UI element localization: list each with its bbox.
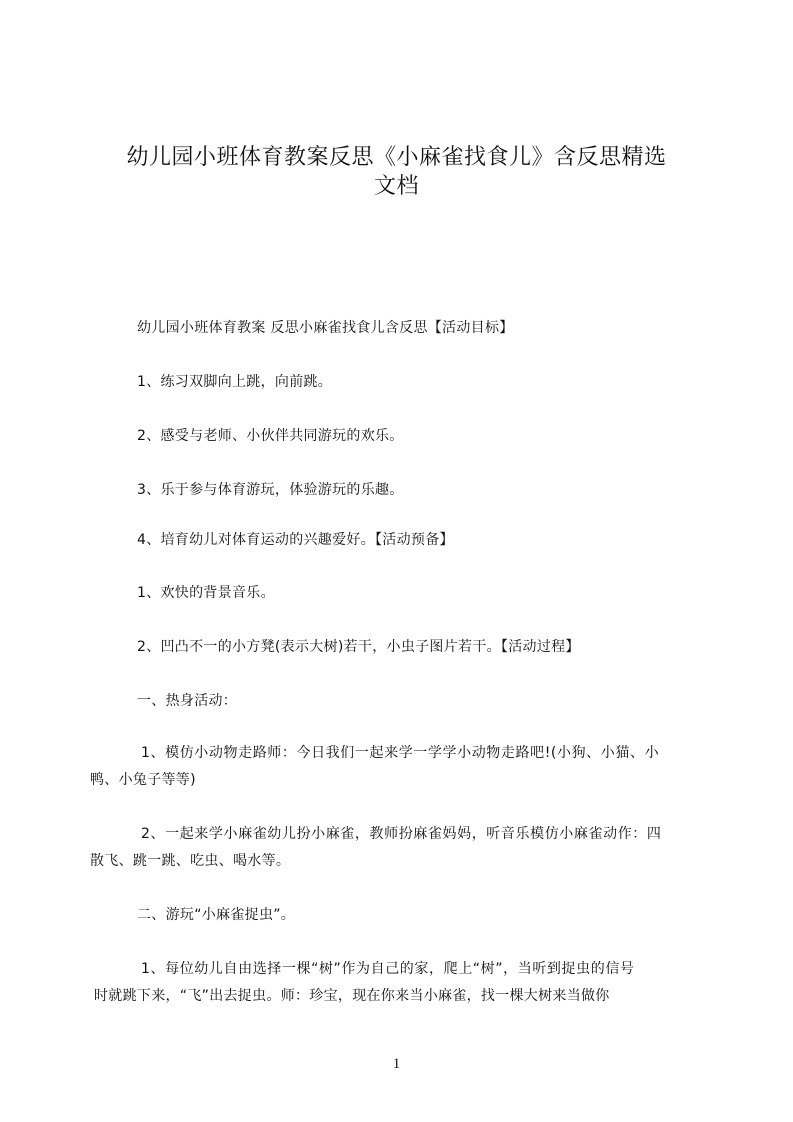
- paragraph-warmup-1-cont: 鸭、小兔子等等): [90, 772, 196, 788]
- paragraph-objective-3: 3、乐于参与体育游玩，体验游玩的乐趣。: [137, 482, 404, 498]
- paragraph-warmup-2-cont: 散飞、跳一跳、吃虫、喝水等。: [90, 853, 291, 869]
- paragraph-game-1: 1、每位幼儿自由选择一棵“树”作为自己的家，爬上“树”，当听到捉虫的信号: [141, 961, 635, 977]
- page-number: 1: [392, 1056, 401, 1072]
- paragraph-warmup-heading: 一、热身活动：: [137, 693, 238, 709]
- document-title-line-1: 幼儿园小班体育教案反思《小麻雀找食儿》含反思精选: [126, 145, 667, 170]
- paragraph-prep-2: 2、凹凸不一的小方凳(表示大树)若干，小虫子图片若干。【活动过程】: [137, 639, 580, 655]
- paragraph-objective-1: 1、练习双脚向上跳，向前跳。: [137, 374, 333, 390]
- paragraph-objective-2: 2、感受与老师、小伙伴共同游玩的欢乐。: [137, 428, 404, 444]
- document-title-line-2: 文档: [373, 174, 419, 199]
- paragraph-objective-4: 4、培育幼儿对体育运动的兴趣爱好。【活动预备】: [137, 532, 454, 548]
- paragraph-game-1-cont: 时就跳下来，“飞”出去捉虫。师：珍宝，现在你来当小麻雀，找一棵大树来当做你: [94, 988, 610, 1004]
- paragraph-warmup-2: 2、一起来学小麻雀幼儿扮小麻雀，教师扮麻雀妈妈，听音乐模仿小麻雀动作：四: [141, 826, 662, 842]
- paragraph-game-heading: 二、游玩“小麻雀捉虫”。: [137, 907, 296, 923]
- paragraph-warmup-1: 1、模仿小动物走路师：今日我们一起来学一学学小动物走路吧!(小狗、小猫、小: [141, 745, 660, 761]
- paragraph-prep-1: 1、欢快的背景音乐。: [137, 585, 275, 601]
- paragraph-intro-objectives: 幼儿园小班体育教案 反思小麻雀找食儿含反思【活动目标】: [137, 320, 514, 336]
